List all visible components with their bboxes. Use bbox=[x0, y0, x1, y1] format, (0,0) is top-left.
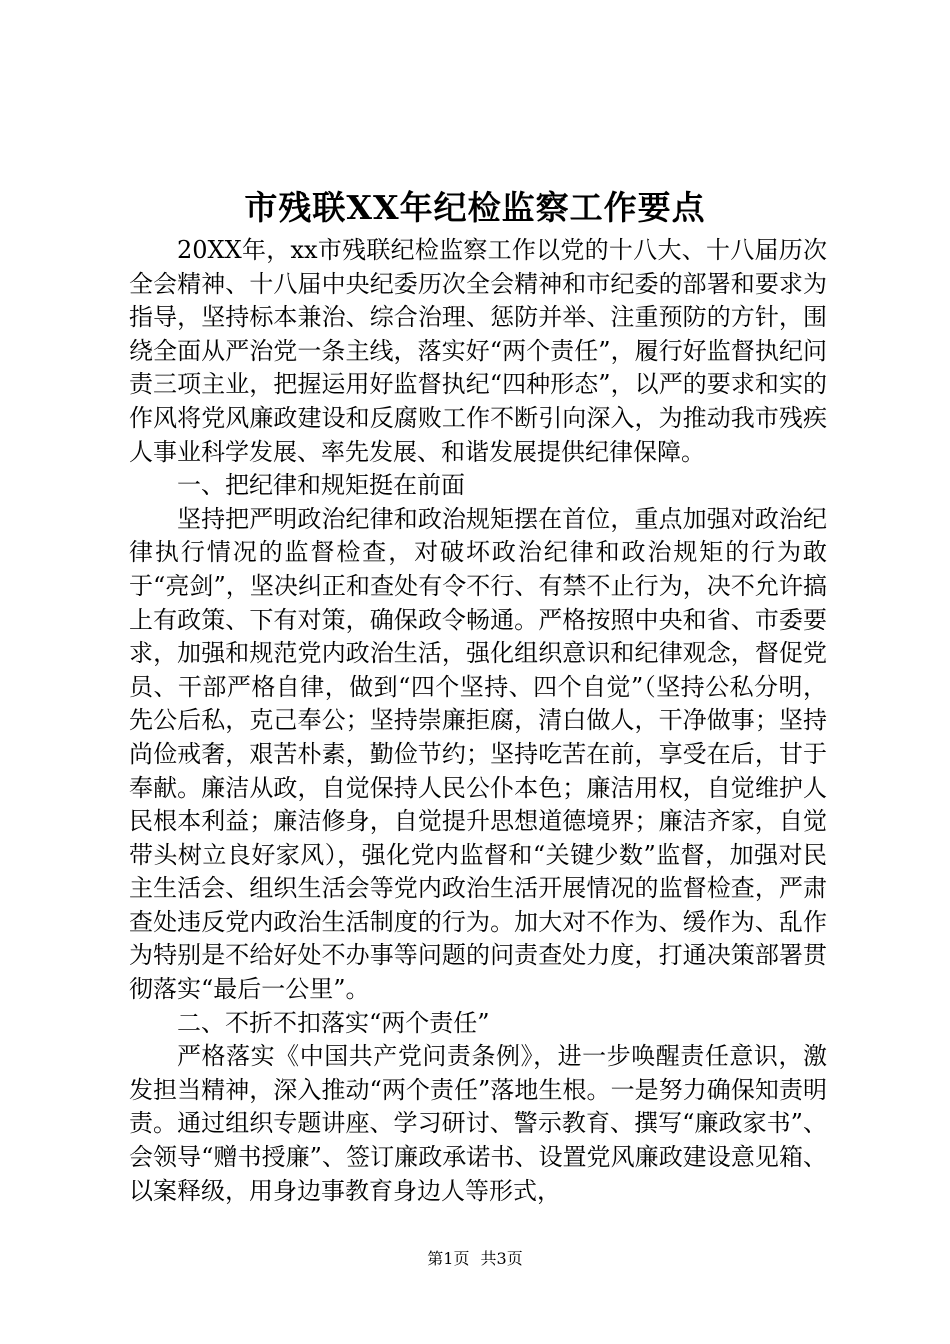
section-2-paragraph: 严格落实《中国共产党问责条例》，进一步唤醒责任意识，激发担当精神，深入推动“两个责任”落地生根。一是努力确保知责明责。通过组织专题讲座、学习研讨、警示教育、撰写“廉政家书”、会领导“赠书授廉”、签订廉政承诺书、设置党风廉政建设意见箱、以案释级，用身边事教育身边人等形式， bbox=[129, 1042, 827, 1205]
section-heading-2: 二、不折不扣落实“两个责任” bbox=[177, 1008, 490, 1037]
section-heading-1: 一、把纪律和规矩挺在前面 bbox=[177, 471, 465, 500]
document-title: 市残联XX年纪检监察工作要点 bbox=[244, 188, 706, 227]
document-body bbox=[129, 234, 827, 1208]
intro-paragraph: 20XX年，xx市残联纪检监察工作以党的十八大、十八届历次全会精神、十八届中央纪委历次全会精神和市纪委的部署和要求为指导，坚持标本兼治、综合治理、惩防并举、注重预防的方针，围绕全面从严治党一条主线，落实好“两个责任”，履行好监督执纪问责三项主业，把握运用好监督执纪“四种形态”，以严的要求和实的作风将党风廉政建设和反腐败工作不断引向深入，为推动我市残疾人事业科学发展、率先发展、和谐发展提供纪律保障。 bbox=[129, 236, 827, 466]
section-1-paragraph: 坚持把严明政治纪律和政治规矩摆在首位，重点加强对政治纪律执行情况的监督检查，对破坏政治纪律和政治规矩的行为敢于“亮剑”，坚决纠正和查处有令不行、有禁不止行为，决不允许搞上有政策、下有对策，确保政令畅通。严格按照中央和省、市委要求，加强和规范党内政治生活，强化组织意识和纪律观念，督促党员、干部严格自律，做到“四个坚持、四个自觉”（坚持公私分明，先公后私，克己奉公；坚持崇廉拒腐，清白做人，干净做事；坚持尚俭戒奢，艰苦朴素，勤俭节约；坚持吃苦在前，享受在后，甘于奉献。廉洁从政，自觉保持人民公仆本色；廉洁用权，自觉维护人民根本利益；廉洁修身，自觉提升思想道德境界；廉洁齐家，自觉带头树立良好家风），强化党内监督和“关键少数”监督，加强对民主生活会、组织生活会等党内政治生活开展情况的监督检查，严肃查处违反党内政治生活制度的行为。加大对不作为、缓作为、乱作为特别是不给好处不办事等问题的问责查处力度，打通决策部署贯彻落实“最后一公里”。 bbox=[129, 504, 827, 1004]
page-footer bbox=[0, 1247, 950, 1271]
page-number: 第1页 bbox=[427, 1249, 470, 1268]
page-total: 共3页 bbox=[480, 1249, 523, 1268]
